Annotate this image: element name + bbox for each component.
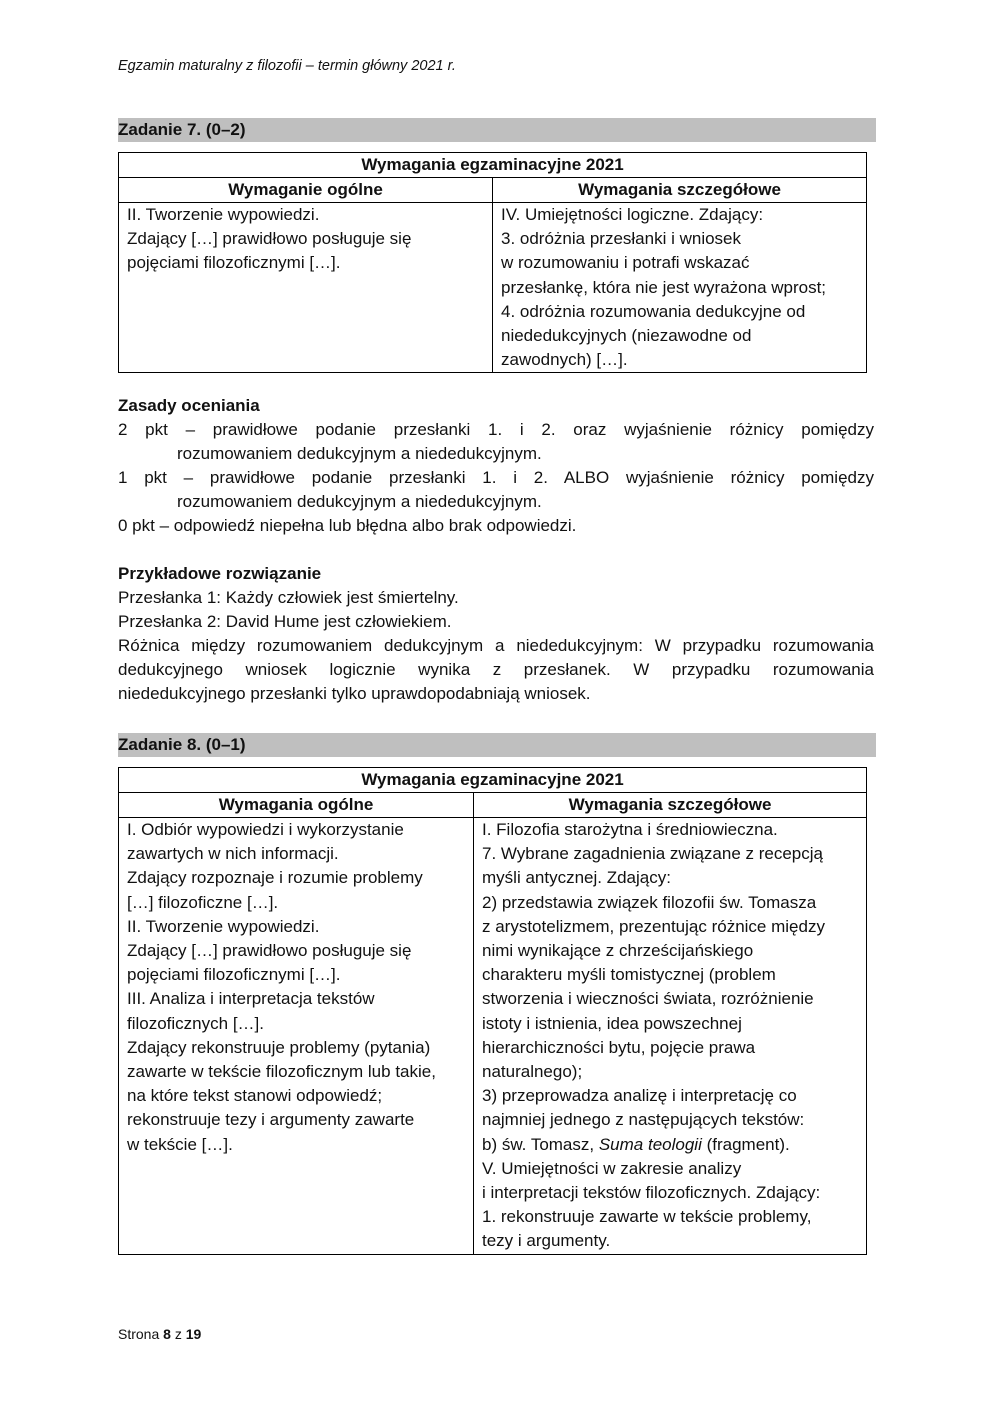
task-8-title: Zadanie 8. (0–1) xyxy=(118,733,876,757)
cell-line: stworzenia i wieczności świata, rozróżnienie xyxy=(482,989,814,1009)
cell-line: I. Filozofia starożytna i średniowieczna. xyxy=(482,820,778,839)
general-requirements-cell xyxy=(119,818,474,1255)
cell-line: przesłankę, która nie jest wyrażona wprost; xyxy=(501,277,827,297)
cell-line: niededukcyjnych (niezawodne od xyxy=(501,326,752,346)
cell-line: na które tekst stanowi odpowiedź; xyxy=(127,1086,383,1106)
cell-line: zawartych w nich informacji. xyxy=(127,844,339,864)
rule-0pkt: 0 pkt – odpowiedź niepełna lub błędna albo brak odpowiedzi. xyxy=(118,516,577,535)
cell-line: i interpretacji tekstów filozoficznych. Zdający: xyxy=(482,1183,821,1203)
cell-line: 1. rekonstruuje zawarte w tekście problemy, xyxy=(482,1207,812,1227)
column-header-detailed: Wymagania szczegółowe xyxy=(493,178,867,203)
suma-title: Suma teologii xyxy=(598,1134,702,1154)
cell-line: 3. odróżnia przesłanki i wniosek xyxy=(501,229,742,249)
cell-line: Zdający rekonstruuje problemy (pytania) xyxy=(127,1037,431,1057)
cell-line: myśli antycznej. Zdający: xyxy=(482,868,671,888)
cell-line: zawodnych) […]. xyxy=(501,350,628,370)
cell-line: zawarte w tekście filozoficznym lub takie, xyxy=(127,1062,436,1082)
footer-total-pages: 19 xyxy=(185,1326,202,1342)
difference-text: dedukcyjnego wniosek logicznie wynika z przesłanek. W przypadku rozumowania xyxy=(118,660,874,679)
solution-heading: Przykładowe rozwiązanie xyxy=(118,564,322,583)
rule-1pkt: 1 pkt – prawidłowe podanie przesłanki 1. i 2. ALBO wyjaśnienie różnicy pomiędzy xyxy=(118,468,874,487)
task-8-requirements-table xyxy=(118,767,867,1255)
sample-solution xyxy=(118,562,874,706)
cell-line: charakteru myśli tomistycznej (problem xyxy=(482,965,776,985)
page-footer xyxy=(118,1326,201,1342)
cell-line: […] filozoficzne […]. xyxy=(127,892,279,912)
column-header-detailed: Wymagania szczegółowe xyxy=(474,793,867,818)
cell-line: 3) przeprowadza analizę i interpretację co xyxy=(482,1086,797,1106)
column-header-general: Wymaganie ogólne xyxy=(119,178,493,203)
cell-line: pojęciami filozoficznymi […]. xyxy=(127,965,341,985)
detailed-requirements-cell xyxy=(493,203,867,373)
rule-1pkt-continuation: rozumowaniem dedukcyjnym a niededukcyjnym. xyxy=(177,492,542,511)
cell-line: II. Tworzenie wypowiedzi. xyxy=(127,205,320,224)
cell-line: Zdający rozpoznaje i rozumie problemy xyxy=(127,868,423,888)
scoring-rules xyxy=(118,394,874,538)
rule-2pkt-continuation: rozumowaniem dedukcyjnym a niededukcyjnym. xyxy=(177,444,542,463)
cell-line: najmniej jednego z następujących tekstów: xyxy=(482,1110,805,1130)
cell-line: z arystotelizmem, prezentując różnice między xyxy=(482,916,825,936)
cell-line: Zdający […] prawidłowo posługuje się xyxy=(127,941,412,961)
general-requirements-cell xyxy=(119,203,493,373)
task-7-requirements-table xyxy=(118,152,867,373)
table-title: Wymagania egzaminacyjne 2021 xyxy=(119,768,867,793)
difference-text: Różnica między rozumowaniem dedukcyjnym a niededukcyjnym: W przypadku rozumowania xyxy=(118,636,874,655)
premise-1: Przesłanka 1: Każdy człowiek jest śmiertelny. xyxy=(118,588,459,607)
suma-suffix: (fragment). xyxy=(701,1134,790,1154)
cell-line: 7. Wybrane zagadnienia związane z recepcją xyxy=(482,844,823,864)
suma-teologii-line xyxy=(482,1133,858,1157)
cell-line: hierarchiczności bytu, pojęcie prawa xyxy=(482,1037,756,1057)
cell-line: V. Umiejętności w zakresie analizy xyxy=(482,1158,742,1178)
difference-text: niededukcyjnego przesłanki tylko uprawdopodabniają wniosek. xyxy=(118,684,591,703)
cell-line: istoty i istnienia, idea powszechnej xyxy=(482,1013,742,1033)
column-header-general: Wymagania ogólne xyxy=(119,793,474,818)
cell-line: Zdający […] prawidłowo posługuje się xyxy=(127,229,412,249)
cell-line: tezy i argumenty. xyxy=(482,1231,611,1251)
cell-line: IV. Umiejętności logiczne. Zdający: xyxy=(501,205,764,224)
cell-line: nimi wynikające z chrześcijańskiego xyxy=(482,941,754,961)
scoring-heading: Zasady oceniania xyxy=(118,396,260,415)
page-header: Egzamin maturalny z filozofii – termin główny 2021 r. xyxy=(118,58,456,74)
cell-line: III. Analiza i interpretacja tekstów xyxy=(127,989,375,1009)
cell-line: I. Odbiór wypowiedzi i wykorzystanie xyxy=(127,820,404,839)
table-title: Wymagania egzaminacyjne 2021 xyxy=(119,153,867,178)
suma-prefix: b) św. Tomasz, xyxy=(482,1134,599,1154)
cell-line: naturalnego); xyxy=(482,1062,583,1082)
cell-line: 2) przedstawia związek filozofii św. Tomasza xyxy=(482,892,817,912)
cell-line: II. Tworzenie wypowiedzi. xyxy=(127,916,320,936)
rule-2pkt: 2 pkt – prawidłowe podanie przesłanki 1. i 2. oraz wyjaśnienie różnicy pomiędzy xyxy=(118,420,874,439)
cell-line: filozoficznych […]. xyxy=(127,1013,264,1033)
cell-line: pojęciami filozoficznymi […]. xyxy=(127,253,341,273)
cell-line: w rozumowaniu i potrafi wskazać xyxy=(501,253,750,273)
cell-line: 4. odróżnia rozumowania dedukcyjne od xyxy=(501,301,806,321)
cell-line: w tekście […]. xyxy=(127,1134,233,1154)
detailed-requirements-cell xyxy=(474,818,867,1255)
premise-2: Przesłanka 2: David Hume jest człowiekiem. xyxy=(118,612,452,631)
footer-label: Strona xyxy=(118,1326,160,1342)
footer-page-number: 8 xyxy=(163,1326,171,1342)
task-7-title: Zadanie 7. (0–2) xyxy=(118,118,876,142)
footer-of: z xyxy=(174,1326,182,1342)
cell-line: rekonstruuje tezy i argumenty zawarte xyxy=(127,1110,415,1130)
